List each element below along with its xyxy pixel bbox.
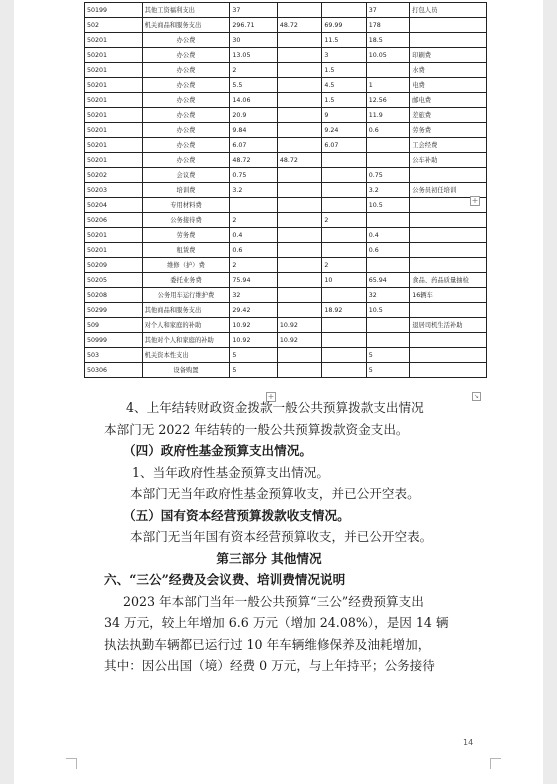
subject-name-cell: 劳务费 — [142, 228, 230, 243]
project-cell — [322, 228, 366, 243]
table-row — [85, 168, 487, 183]
other-cell: 0.75 — [366, 168, 409, 183]
other-cell: 0.6 — [366, 123, 409, 138]
note-cell — [410, 348, 487, 363]
table-row — [85, 123, 487, 138]
other-cell — [366, 138, 409, 153]
subject-name-cell: 机关商品和服务支出 — [142, 18, 230, 33]
basic-cell — [277, 243, 321, 258]
other-cell: 32 — [366, 288, 409, 303]
subject-name-cell: 对个人和家庭的补助 — [142, 318, 230, 333]
note-cell — [410, 33, 487, 48]
basic-cell — [277, 123, 321, 138]
other-cell: 0.4 — [366, 228, 409, 243]
subject-code-cell: 503 — [85, 348, 143, 363]
table-add-row-handle[interactable]: + — [267, 392, 275, 401]
paragraph-three-public-line-3: 执法执勤车辆都已运行过 10 年车辆维修保养及油耗增加， — [104, 636, 431, 652]
subject-name-cell: 委托业务费 — [142, 273, 230, 288]
subject-code-cell: 50199 — [85, 3, 143, 18]
table-row — [85, 318, 487, 333]
subject-name-cell: 其他工资福利支出 — [142, 3, 230, 18]
note-cell: 退居司机生活补助 — [410, 318, 487, 333]
other-cell: 5 — [366, 363, 409, 378]
total-cell: 48.72 — [230, 153, 277, 168]
paragraph-three-public-line-4: 其中：因公出国（境）经费 0 万元，与上年持平；公务接待 — [104, 658, 435, 673]
basic-cell — [277, 63, 321, 78]
subject-name-cell: 办公费 — [142, 48, 230, 63]
subject-name-cell: 办公费 — [142, 78, 230, 93]
paragraph-fund-budget-body: 本部门无当年政府性基金预算收支，并已公开空表。 — [130, 486, 420, 501]
subject-name-cell: 专用材料费 — [142, 198, 230, 213]
subject-name-cell: 办公费 — [142, 93, 230, 108]
section-heading-state-capital: （五）国有资本经营预算拨款收支情况。 — [123, 507, 350, 523]
subject-name-cell: 办公费 — [142, 108, 230, 123]
table-row — [85, 198, 487, 213]
total-cell: 0.75 — [230, 168, 277, 183]
crop-mark-bottom-right — [490, 758, 501, 769]
project-cell — [322, 318, 366, 333]
project-cell: 4.5 — [322, 78, 366, 93]
subject-code-cell: 50201 — [85, 93, 143, 108]
project-cell — [322, 333, 366, 348]
table-row — [85, 348, 487, 363]
subject-name-cell: 设备购置 — [142, 363, 230, 378]
note-cell: 印刷费 — [410, 48, 487, 63]
paragraph-carryover-body: 本部门无 2022 年结转的一般公共预算拨款资金支出。 — [104, 421, 409, 437]
other-cell: 12.56 — [366, 93, 409, 108]
note-cell — [410, 213, 487, 228]
subject-code-cell: 50208 — [85, 288, 143, 303]
subject-code-cell: 50299 — [85, 303, 143, 318]
body-text — [104, 397, 504, 677]
note-cell: 公车补助 — [410, 153, 487, 168]
total-cell: 14.06 — [230, 93, 277, 108]
basic-cell — [277, 108, 321, 123]
paragraph-state-capital-body: 本部门无当年国有资本经营预算收支，并已公开空表。 — [130, 529, 433, 544]
basic-cell — [277, 48, 321, 63]
basic-cell — [277, 3, 321, 18]
other-cell: 11.9 — [366, 108, 409, 123]
part-three-title: 第三部分 其他情况 — [216, 550, 322, 566]
table-row — [85, 48, 487, 63]
other-cell: 1 — [366, 78, 409, 93]
table-row — [85, 273, 487, 288]
table-add-column-handle[interactable]: + — [471, 196, 479, 205]
note-cell: 差旅费 — [410, 108, 487, 123]
subject-code-cell: 50201 — [85, 108, 143, 123]
subject-code-cell: 50205 — [85, 273, 143, 288]
total-cell: 296.71 — [230, 18, 277, 33]
project-cell: 11.5 — [322, 33, 366, 48]
total-cell: 75.94 — [230, 273, 277, 288]
project-cell: 10 — [322, 273, 366, 288]
subject-name-cell: 办公费 — [142, 63, 230, 78]
other-cell — [366, 153, 409, 168]
note-cell: 工会经费 — [410, 138, 487, 153]
total-cell: 10.92 — [230, 333, 277, 348]
basic-cell: 10.92 — [277, 318, 321, 333]
note-cell — [410, 258, 487, 273]
basic-cell — [277, 228, 321, 243]
subject-name-cell: 公务用车运行维护费 — [142, 288, 230, 303]
note-cell — [410, 18, 487, 33]
other-cell — [366, 318, 409, 333]
other-cell — [366, 333, 409, 348]
basic-cell — [277, 303, 321, 318]
subject-code-cell: 50201 — [85, 138, 143, 153]
other-cell: 10.5 — [366, 198, 409, 213]
project-cell: 1.5 — [322, 63, 366, 78]
total-cell: 3.2 — [230, 183, 277, 198]
project-cell — [322, 198, 366, 213]
subject-name-cell: 会议费 — [142, 168, 230, 183]
subject-code-cell: 50201 — [85, 123, 143, 138]
basic-cell — [277, 93, 321, 108]
paragraph-three-public-line-1: 2023 年本部门当年一般公共预算“三公”经费预算支出 — [123, 593, 424, 609]
crop-mark-bottom-left — [66, 758, 77, 769]
basic-cell — [277, 348, 321, 363]
other-cell: 3.2 — [366, 183, 409, 198]
basic-cell — [277, 288, 321, 303]
basic-cell — [277, 138, 321, 153]
subject-code-cell: 50202 — [85, 168, 143, 183]
basic-cell: 10.92 — [277, 333, 321, 348]
basic-cell — [277, 33, 321, 48]
project-cell: 3 — [322, 48, 366, 63]
basic-cell — [277, 168, 321, 183]
table-row — [85, 138, 487, 153]
table-row — [85, 228, 487, 243]
note-cell: 劳务费 — [410, 123, 487, 138]
subject-name-cell: 办公费 — [142, 153, 230, 168]
project-cell: 9.24 — [322, 123, 366, 138]
basic-cell — [277, 213, 321, 228]
other-cell — [366, 213, 409, 228]
note-cell — [410, 363, 487, 378]
total-cell: 2 — [230, 63, 277, 78]
basic-cell: 48.72 — [277, 153, 321, 168]
section-heading-three-public: 六、“三公”经费及会议费、培训费情况说明 — [104, 572, 346, 587]
table-row — [85, 213, 487, 228]
subject-name-cell: 机关资本性支出 — [142, 348, 230, 363]
table-row — [85, 108, 487, 123]
basic-cell — [277, 183, 321, 198]
table-resize-handle[interactable]: ↘ — [473, 393, 480, 400]
total-cell — [230, 198, 277, 213]
subject-code-cell: 502 — [85, 18, 143, 33]
basic-cell — [277, 78, 321, 93]
total-cell: 30 — [230, 33, 277, 48]
note-cell — [410, 228, 487, 243]
project-cell: 1.5 — [322, 93, 366, 108]
subject-code-cell: 50206 — [85, 213, 143, 228]
total-cell: 5 — [230, 348, 277, 363]
note-cell — [410, 333, 487, 348]
table-row — [85, 258, 487, 273]
table-row — [85, 288, 487, 303]
subject-name-cell: 培训费 — [142, 183, 230, 198]
note-cell: 16辆车 — [410, 288, 487, 303]
table-row — [85, 93, 487, 108]
project-cell: 6.07 — [322, 138, 366, 153]
project-cell — [322, 168, 366, 183]
other-cell: 178 — [366, 18, 409, 33]
note-cell: 食品、药品质量抽检 — [410, 273, 487, 288]
subject-code-cell: 50201 — [85, 63, 143, 78]
project-cell — [322, 288, 366, 303]
subject-name-cell: 公务接待费 — [142, 213, 230, 228]
note-cell: 公务员初任培训 — [410, 183, 487, 198]
subject-code-cell: 50201 — [85, 153, 143, 168]
total-cell: 13.05 — [230, 48, 277, 63]
basic-cell: 48.72 — [277, 18, 321, 33]
budget-expense-table — [84, 2, 487, 378]
project-cell: 69.99 — [322, 18, 366, 33]
table-row — [85, 63, 487, 78]
subject-name-cell: 办公费 — [142, 123, 230, 138]
total-cell: 5.5 — [230, 78, 277, 93]
project-cell — [322, 348, 366, 363]
table-row — [85, 183, 487, 198]
total-cell: 20.9 — [230, 108, 277, 123]
subject-name-cell: 其他对个人和家庭的补助 — [142, 333, 230, 348]
total-cell: 2 — [230, 258, 277, 273]
document-page — [14, 0, 543, 784]
table-row — [85, 3, 487, 18]
total-cell: 32 — [230, 288, 277, 303]
subject-name-cell: 其他商品和服务支出 — [142, 303, 230, 318]
other-cell: 5 — [366, 348, 409, 363]
total-cell: 6.07 — [230, 138, 277, 153]
subject-code-cell: 50201 — [85, 228, 143, 243]
subject-code-cell: 50209 — [85, 258, 143, 273]
basic-cell — [277, 363, 321, 378]
project-cell — [322, 153, 366, 168]
subject-code-cell: 50306 — [85, 363, 143, 378]
page-number: 14 — [463, 738, 474, 747]
note-cell: 打包人员 — [410, 3, 487, 18]
subject-name-cell: 租赁费 — [142, 243, 230, 258]
subject-name-cell: 办公费 — [142, 138, 230, 153]
project-cell — [322, 363, 366, 378]
total-cell: 2 — [230, 213, 277, 228]
subject-code-cell: 509 — [85, 318, 143, 333]
total-cell: 37 — [230, 3, 277, 18]
note-cell — [410, 243, 487, 258]
table-row — [85, 303, 487, 318]
basic-cell — [277, 273, 321, 288]
total-cell: 0.6 — [230, 243, 277, 258]
subject-code-cell: 50203 — [85, 183, 143, 198]
other-cell: 10.5 — [366, 303, 409, 318]
table-row — [85, 153, 487, 168]
project-cell — [322, 3, 366, 18]
subject-code-cell: 50201 — [85, 48, 143, 63]
note-cell — [410, 303, 487, 318]
other-cell: 18.5 — [366, 33, 409, 48]
section-heading-fund-budget: （四）政府性基金预算支出情况。 — [123, 443, 312, 458]
basic-cell — [277, 258, 321, 273]
total-cell: 10.92 — [230, 318, 277, 333]
other-cell: 0.6 — [366, 243, 409, 258]
subject-name-cell: 办公费 — [142, 33, 230, 48]
other-cell: 65.94 — [366, 273, 409, 288]
subject-code-cell: 50201 — [85, 243, 143, 258]
total-cell: 0.4 — [230, 228, 277, 243]
project-cell: 2 — [322, 213, 366, 228]
table-row — [85, 243, 487, 258]
table-row — [85, 18, 487, 33]
table-row — [85, 33, 487, 48]
total-cell: 9.84 — [230, 123, 277, 138]
note-cell — [410, 168, 487, 183]
paragraph-carryover-heading: 4、上年结转财政资金拨款一般公共预算拨款支出情况 — [126, 400, 424, 415]
paragraph-fund-budget-heading: 1、当年政府性基金预算支出情况。 — [132, 464, 329, 480]
table-row — [85, 333, 487, 348]
subject-code-cell: 50204 — [85, 198, 143, 213]
note-cell: 电费 — [410, 78, 487, 93]
subject-code-cell: 50999 — [85, 333, 143, 348]
project-cell: 9 — [322, 108, 366, 123]
table-row — [85, 78, 487, 93]
table-row — [85, 363, 487, 378]
basic-cell — [277, 198, 321, 213]
note-cell: 邮电费 — [410, 93, 487, 108]
other-cell — [366, 63, 409, 78]
subject-code-cell: 50201 — [85, 78, 143, 93]
other-cell: 37 — [366, 3, 409, 18]
subject-name-cell: 维修（护）费 — [142, 258, 230, 273]
project-cell: 18.92 — [322, 303, 366, 318]
subject-code-cell: 50201 — [85, 33, 143, 48]
other-cell — [366, 258, 409, 273]
project-cell — [322, 243, 366, 258]
project-cell — [322, 183, 366, 198]
project-cell: 2 — [322, 258, 366, 273]
other-cell: 10.05 — [366, 48, 409, 63]
budget-table-body — [85, 3, 487, 378]
note-cell: 水费 — [410, 63, 487, 78]
paragraph-three-public-line-2: 34 万元，较上年增加 6.6 万元（增加 24.08%），是因 14 辆 — [104, 615, 449, 630]
total-cell: 5 — [230, 363, 277, 378]
total-cell: 29.42 — [230, 303, 277, 318]
